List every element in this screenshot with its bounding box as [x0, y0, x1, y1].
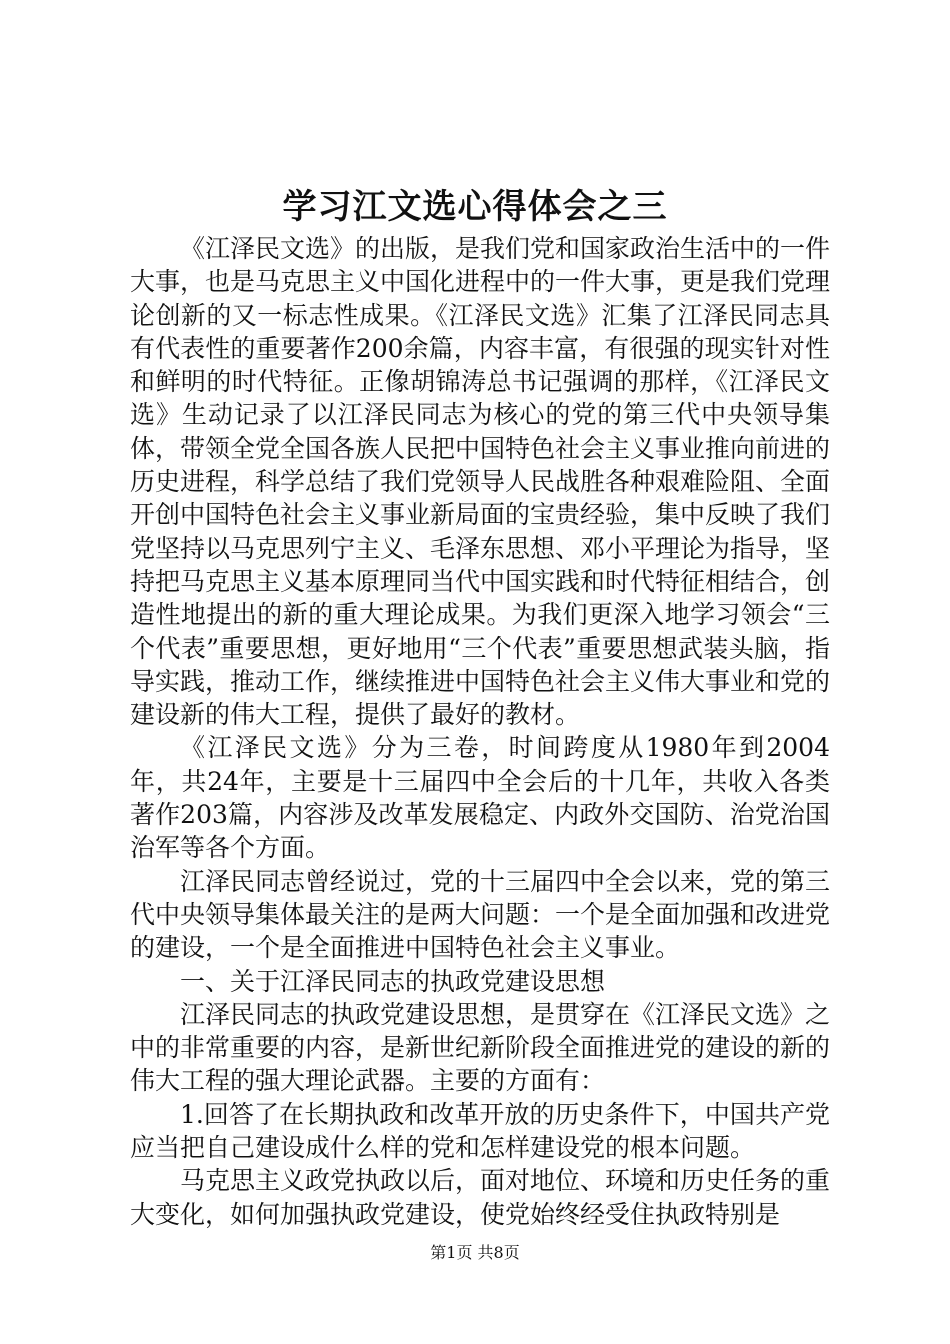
paragraph-6: 马克思主义政党执政以后，面对地位、环境和历史任务的重大变化，如何加强执政党建设，使党始终经受住执政特别是: [130, 1166, 831, 1229]
paragraph-3: 江泽民同志曾经说过，党的十三届四中全会以来，党的第三代中央领导集体最关注的是两大问题：一个是全面加强和改进党的建设，一个是全面推进中国特色社会主义事业。: [130, 866, 831, 963]
paragraph-1: 《江泽民文选》的出版，是我们党和国家政治生活中的一件大事，也是马克思主义中国化进程中的一件大事，更是我们党理论创新的又一标志性成果。《江泽民文选》汇集了江泽民同志具有代表性的重要著作200余篇，内容丰富，有很强的现实针对性和鲜明的时代特征。正像胡锦涛总书记强调的那样，《江泽民文选》生动记录了以江泽民同志为核心的党的第三代中央领导集体，带领全党全国各族人民把中国特色社会主义事业推向前进的历史进程，科学总结了我们党领导人民战胜各种艰难险阻、全面开创中国特色社会主义事业新局面的宝贵经验，集中反映了我们党坚持以马克思列宁主义、毛泽东思想、邓小平理论为指导，坚持把马克思主义基本原理同当代中国实践和时代特征相结合，创造性地提出的新的重大理论成果。为我们更深入地学习领会“三个代表”重要思想，更好地用“三个代表”重要思想武装头脑，指导实践，推动工作，继续推进中国特色社会主义伟大事业和党的建设新的伟大工程，提供了最好的教材。: [130, 234, 831, 730]
document-body: [130, 232, 830, 1231]
document-title: 学习江文选心得体会之三: [282, 187, 668, 227]
page-number-footer: 第1页 共8页: [430, 1243, 520, 1262]
paragraph-4: 江泽民同志的执政党建设思想，是贯穿在《江泽民文选》之中的非常重要的内容，是新世纪新阶段全面推进党的建设的新的伟大工程的强大理论武器。主要的方面有：: [130, 999, 831, 1096]
section-heading-1: 一、关于江泽民同志的执政党建设思想: [180, 966, 606, 996]
paragraph-5: 1.回答了在长期执政和改革开放的历史条件下，中国共产党应当把自己建设成什么样的党和怎样建设党的根本问题。: [130, 1099, 830, 1163]
paragraph-2: 《江泽民文选》分为三卷，时间跨度从1980年到2004年，共24年，主要是十三届四中全会后的十几年，共收入各类著作203篇，内容涉及改革发展稳定、内政外交国防、治党治国治军等各个方面。: [130, 733, 830, 863]
